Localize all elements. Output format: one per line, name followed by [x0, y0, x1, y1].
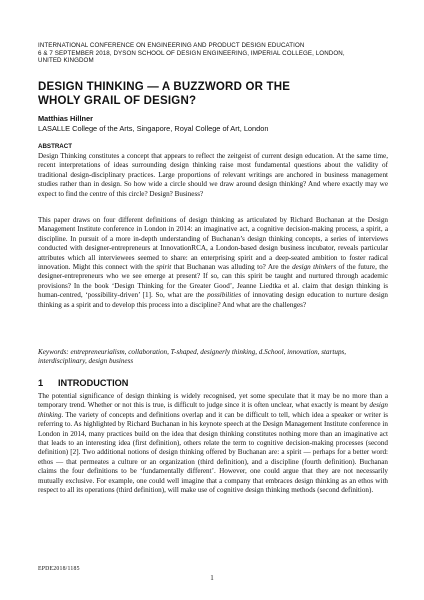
author-affiliation: LASALLE College of the Arts, Singapore, Royal College of Art, London [38, 123, 269, 133]
conference-line: 6 & 7 SEPTEMBER 2018, DYSON SCHOOL OF DESIGN ENGINEERING, IMPERIAL COLLEGE, LONDON, [38, 49, 345, 57]
keywords: Keywords: entrepreneurialism, collaboration, T-shaped, designerly thinking, d.School, innovation, startups, interdisciplinary, design business [38, 348, 347, 366]
emphasis: design thinkers [292, 263, 337, 272]
abstract-heading: ABSTRACT [38, 143, 73, 150]
section-heading [38, 378, 128, 388]
title-line: DESIGN THINKING — A BUZZWORD OR THE [38, 81, 291, 93]
author-block [38, 114, 388, 133]
abstract-paragraph-1: Design Thinking constitutes a concept that appears to reflect the zeitgeist of current design education. At the same time, recent interpretations of ideas surrounding design thinking raise most fundamental questions about the validity of traditional design-disciplinary practices. Large proportions of relevant writings are anchored in business management studies rather than in design. So how wide a circle should we draw around design thinking? And where exactly may we expect to find the centre of this circle? Design? Business? [38, 152, 388, 198]
abstract-paragraph-2 [38, 216, 388, 310]
text-run: . The variety of concepts and definitions overlap and it can be difficult to tell, which idea a speaker or writer is referring to. As highlighted by Richard Buchanan in his keynote speech at the Design Management Institute conference in London in 2014, many practices build on the idea that design thinking constitutes nothing more than an imaginative act that leads to an interesting idea (first definition), others relate the term to cognitive decision-making processes (second definition) [2]. Two additional notions of design thinking offered by Buchanan are: a spirit — perhaps for a better word: ethos — that permeates a culture or an organization (third definition), and a discipline (fourth definition). Buchanan claims the four definitions to be ‘fundamentally different’. However, one could argue that they are not necessarily mutually exclusive. For example, one could well imagine that a company that embraces design thinking as an ethos with respect to all its operations (third definition), will make use of cognitive design thinking methods (second definition). [38, 410, 388, 495]
conference-header [38, 42, 378, 65]
text-run: of innovating design education to nurture design thinking as a spirit and to develop this process into a discipline? And what are the challenges? [38, 291, 388, 309]
emphasis: design thinking [38, 401, 388, 419]
text-run: of the future, the designer-entrepreneurs who we see emerge at present? If so, can this spirit be taught and nurtured through academic provisions? In the book ‘Design Thinking for the Greater Good’, Jeanne Liedtka et al. claim that design thinking is human-centred, ‘possibility-driven’ [1]. So, what are the [38, 263, 389, 300]
conference-line: UNITED KINGDOM [38, 57, 94, 65]
title-line: WHOLY GRAIL OF DESIGN? [38, 95, 197, 107]
page-number: 1 [210, 574, 214, 582]
section-number: 1 [38, 378, 44, 388]
author-name: Matthias Hillner [38, 114, 94, 123]
introduction-paragraph [38, 392, 388, 495]
text-run: The potential significance of design thinking is widely recognised, yet some speculate that it may be no more than a temporary trend. Whether or not this is true, is difficult to judge since it is often unclear, what exactly is meant by [38, 392, 388, 410]
text-run: that Buchanan was alluding to? Are the [171, 263, 293, 272]
section-title: INTRODUCTION [58, 378, 129, 388]
text-run: This paper draws on four different definitions of design thinking as articulated by Richard Buchanan at the Design Management Institute conference in London in 2014: an imaginative act, a cognitive decision-making process, a spirit, a discipline. In pursuit of a more in-depth understanding of Buchanan’s design thinking concepts, a series of interviews conducted with designer-entrepreneurs at InnovationRCA, a London-based design business incubator, reveals particular attributes which all interviewees seemed to share: an enterprising spirit and a deep-seated ambition to foster radical innovation. Might this connect with the [38, 216, 388, 272]
emphasis: possibilities [207, 291, 242, 300]
paper-code: EPDE2018/1185 [38, 566, 80, 572]
paper-title [38, 80, 358, 108]
emphasis: spirit [156, 263, 172, 272]
conference-line: INTERNATIONAL CONFERENCE ON ENGINEERING AND PRODUCT DESIGN EDUCATION [38, 42, 305, 49]
